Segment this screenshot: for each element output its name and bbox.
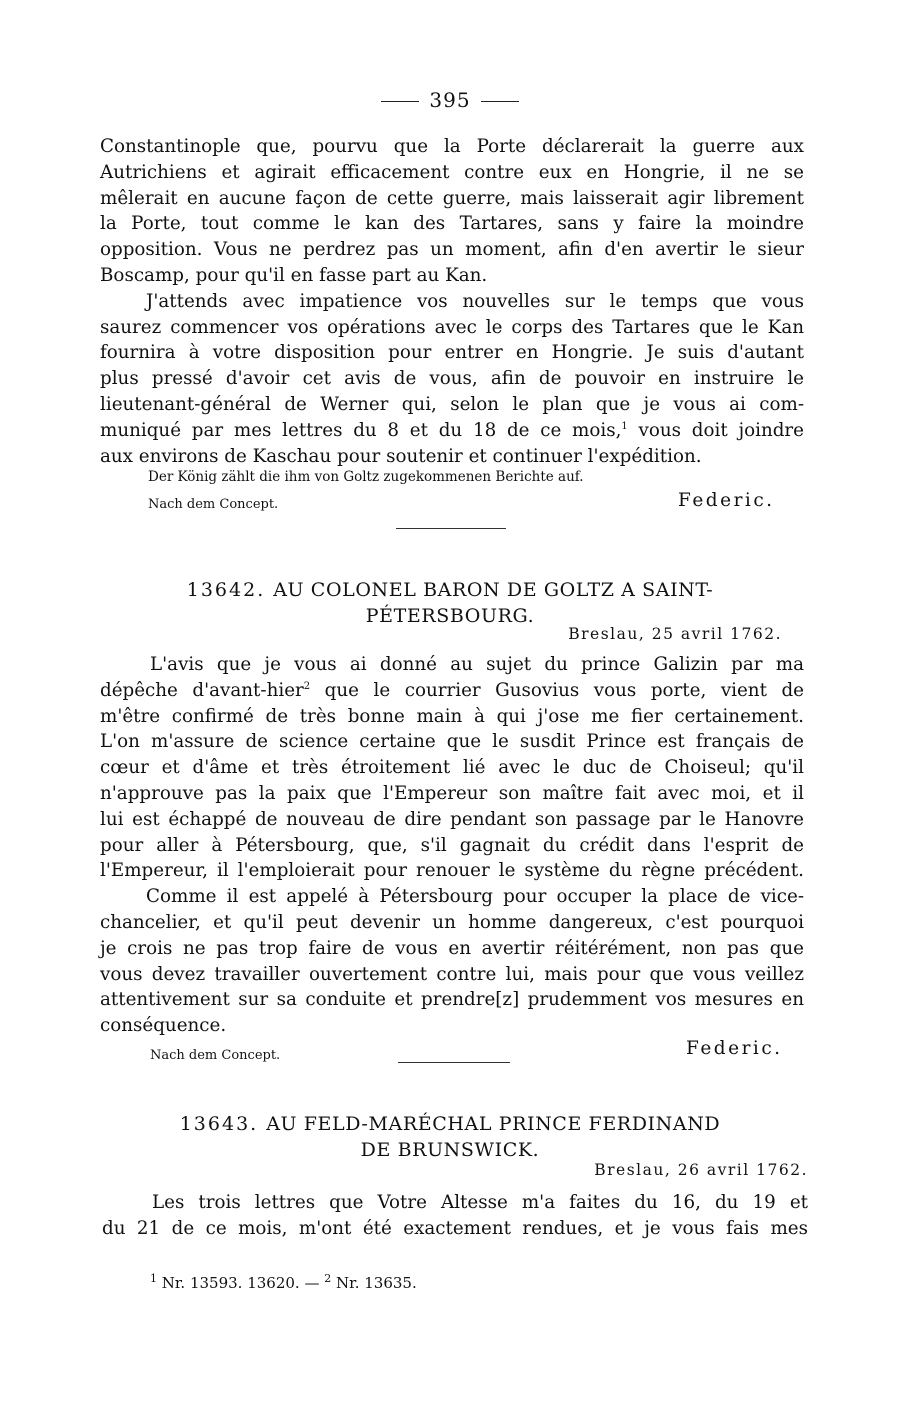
section-divider bbox=[398, 1062, 510, 1063]
page-number-dash-left bbox=[381, 101, 419, 102]
text-line: chancelier, et qu'il peut devenir un homme dangereux, c'est pourquoi bbox=[100, 911, 804, 933]
text-line: l'Empereur, il l'emploierait pour renouer le système du règne précédent. bbox=[100, 860, 804, 882]
source-note: Nach dem Concept. bbox=[148, 497, 279, 512]
text-line: Boscamp, pour qu'il en fasse part au Kan. bbox=[100, 264, 488, 286]
text-fragment: muniqué par mes lettres du 8 et du 18 de ce mois, bbox=[100, 419, 622, 441]
text-fragment: dépêche d'avant-hier bbox=[100, 679, 304, 701]
text-line: J'attends avec impatience vos nouvelles sur le temps que vous bbox=[146, 290, 804, 312]
text-line: Autrichiens et agirait efficacement contre eux en Hongrie, il ne se bbox=[100, 161, 804, 183]
source-note: Nach dem Concept. bbox=[150, 1048, 281, 1063]
footnote-text: Nr. 13593. 13620. — bbox=[161, 1274, 320, 1292]
text-line bbox=[100, 418, 804, 444]
text-line: saurez commencer vos opérations avec le corps des Tartares que le Kan bbox=[100, 316, 804, 338]
text-line: L'avis que je vous ai donné au sujet du prince Galizin par ma bbox=[150, 654, 804, 675]
heading-line bbox=[0, 1111, 900, 1137]
text-fragment: que le courrier Gusovius vous porte, vient de bbox=[310, 679, 804, 701]
text-line: lui est échappé de nouveau de dire pendant son passage par le Hanovre bbox=[100, 808, 804, 830]
heading-text: AU COLONEL BARON DE GOLTZ A SAINT- bbox=[273, 579, 714, 601]
text-line: plus pressé d'avoir cet avis de vous, afin de pouvoir en instruire le bbox=[100, 368, 804, 390]
date: 26 avril 1762. bbox=[677, 1161, 808, 1179]
page-number-value: 395 bbox=[429, 88, 471, 112]
footnotes bbox=[150, 1272, 417, 1292]
text-line: vous devez travailler ouvertement contre lui, mais pour que vous veillez bbox=[100, 963, 804, 985]
section-divider bbox=[396, 528, 506, 529]
footnote-ref: 2 bbox=[303, 680, 311, 692]
text-line: cœur et d'âme et très étroitement lié avec le duc de Choiseul; qu'il bbox=[100, 757, 804, 779]
footnote-mark: 1 bbox=[150, 1272, 157, 1285]
footnote-ref: 1 bbox=[621, 420, 628, 432]
text-line: m'être confirmé de très bonne main à qui j'ose me fier certainement. bbox=[100, 705, 804, 727]
text-line: pour aller à Pétersbourg, que, s'il gagnait du crédit dans l'esprit de bbox=[100, 834, 804, 856]
place: Breslau, bbox=[568, 625, 646, 643]
text-line: du 21 de ce mois, m'ont été exactement rendues, et je vous fais mes bbox=[102, 1217, 808, 1239]
editor-note: Der König zählt die ihm von Goltz zugekommenen Berichte auf. bbox=[148, 469, 584, 485]
text-line: mêlerait en aucune façon de cette guerre, mais laisserait agir librement bbox=[100, 187, 804, 209]
letter-number: 13643. bbox=[179, 1113, 259, 1135]
letter-heading bbox=[0, 577, 900, 629]
text-line: Les trois lettres que Votre Altesse m'a faites du 16, du 19 et bbox=[152, 1192, 808, 1213]
previous-letter-body bbox=[100, 134, 804, 469]
date: 25 avril 1762. bbox=[651, 625, 782, 643]
text-line: lieutenant-général de Werner qui, selon le plan que je vous ai com- bbox=[100, 393, 804, 415]
letter-13642-body bbox=[100, 652, 804, 1039]
signature: Federic. bbox=[678, 490, 775, 511]
letter-heading bbox=[0, 1111, 900, 1163]
text-line: aux environs de Kaschau pour soutenir et continuer l'expédition. bbox=[100, 445, 702, 467]
signature: Federic. bbox=[686, 1038, 783, 1059]
text-fragment: vous doit joindre bbox=[627, 419, 804, 441]
text-line: conséquence. bbox=[100, 1015, 227, 1037]
letter-number: 13642. bbox=[186, 579, 266, 601]
text-line: L'on m'assure de science certaine que le susdit Prince est français de bbox=[100, 731, 804, 753]
footnote-mark: 2 bbox=[324, 1272, 332, 1285]
text-line: opposition. Vous ne perdrez pas un moment, afin d'en avertir le sieur bbox=[100, 239, 804, 261]
place: Breslau, bbox=[594, 1161, 672, 1179]
text-line bbox=[100, 678, 804, 704]
dateline bbox=[594, 1161, 808, 1179]
text-line: Constantinople que, pourvu que la Porte déclarerait la guerre aux bbox=[100, 136, 804, 157]
letter-13643-body bbox=[102, 1190, 808, 1242]
heading-line: PÉTERSBOURG. bbox=[365, 605, 535, 627]
dateline bbox=[568, 625, 782, 643]
text-line: je crois ne pas trop faire de vous en avertir réitérément, non pas que bbox=[100, 937, 804, 959]
heading-text: AU FELD-MARÉCHAL PRINCE FERDINAND bbox=[266, 1113, 721, 1135]
heading-line: DE BRUNSWICK. bbox=[360, 1139, 540, 1161]
page-number-dash-right bbox=[481, 101, 519, 102]
footnote-text: Nr. 13635. bbox=[336, 1274, 417, 1292]
page-number bbox=[0, 88, 900, 112]
text-line: attentivement sur sa conduite et prendre[z] prudemment vos mesures en bbox=[100, 989, 804, 1011]
text-line: n'approuve pas la paix que l'Empereur son maître fait avec moi, et il bbox=[100, 782, 804, 804]
heading-line bbox=[0, 577, 900, 603]
text-line: fournira à votre disposition pour entrer en Hongrie. Je suis d'autant bbox=[100, 342, 804, 364]
text-line: la Porte, tout comme le kan des Tartares, sans y faire la moindre bbox=[100, 213, 804, 235]
text-line: Comme il est appelé à Pétersbourg pour occuper la place de vice- bbox=[146, 886, 804, 908]
